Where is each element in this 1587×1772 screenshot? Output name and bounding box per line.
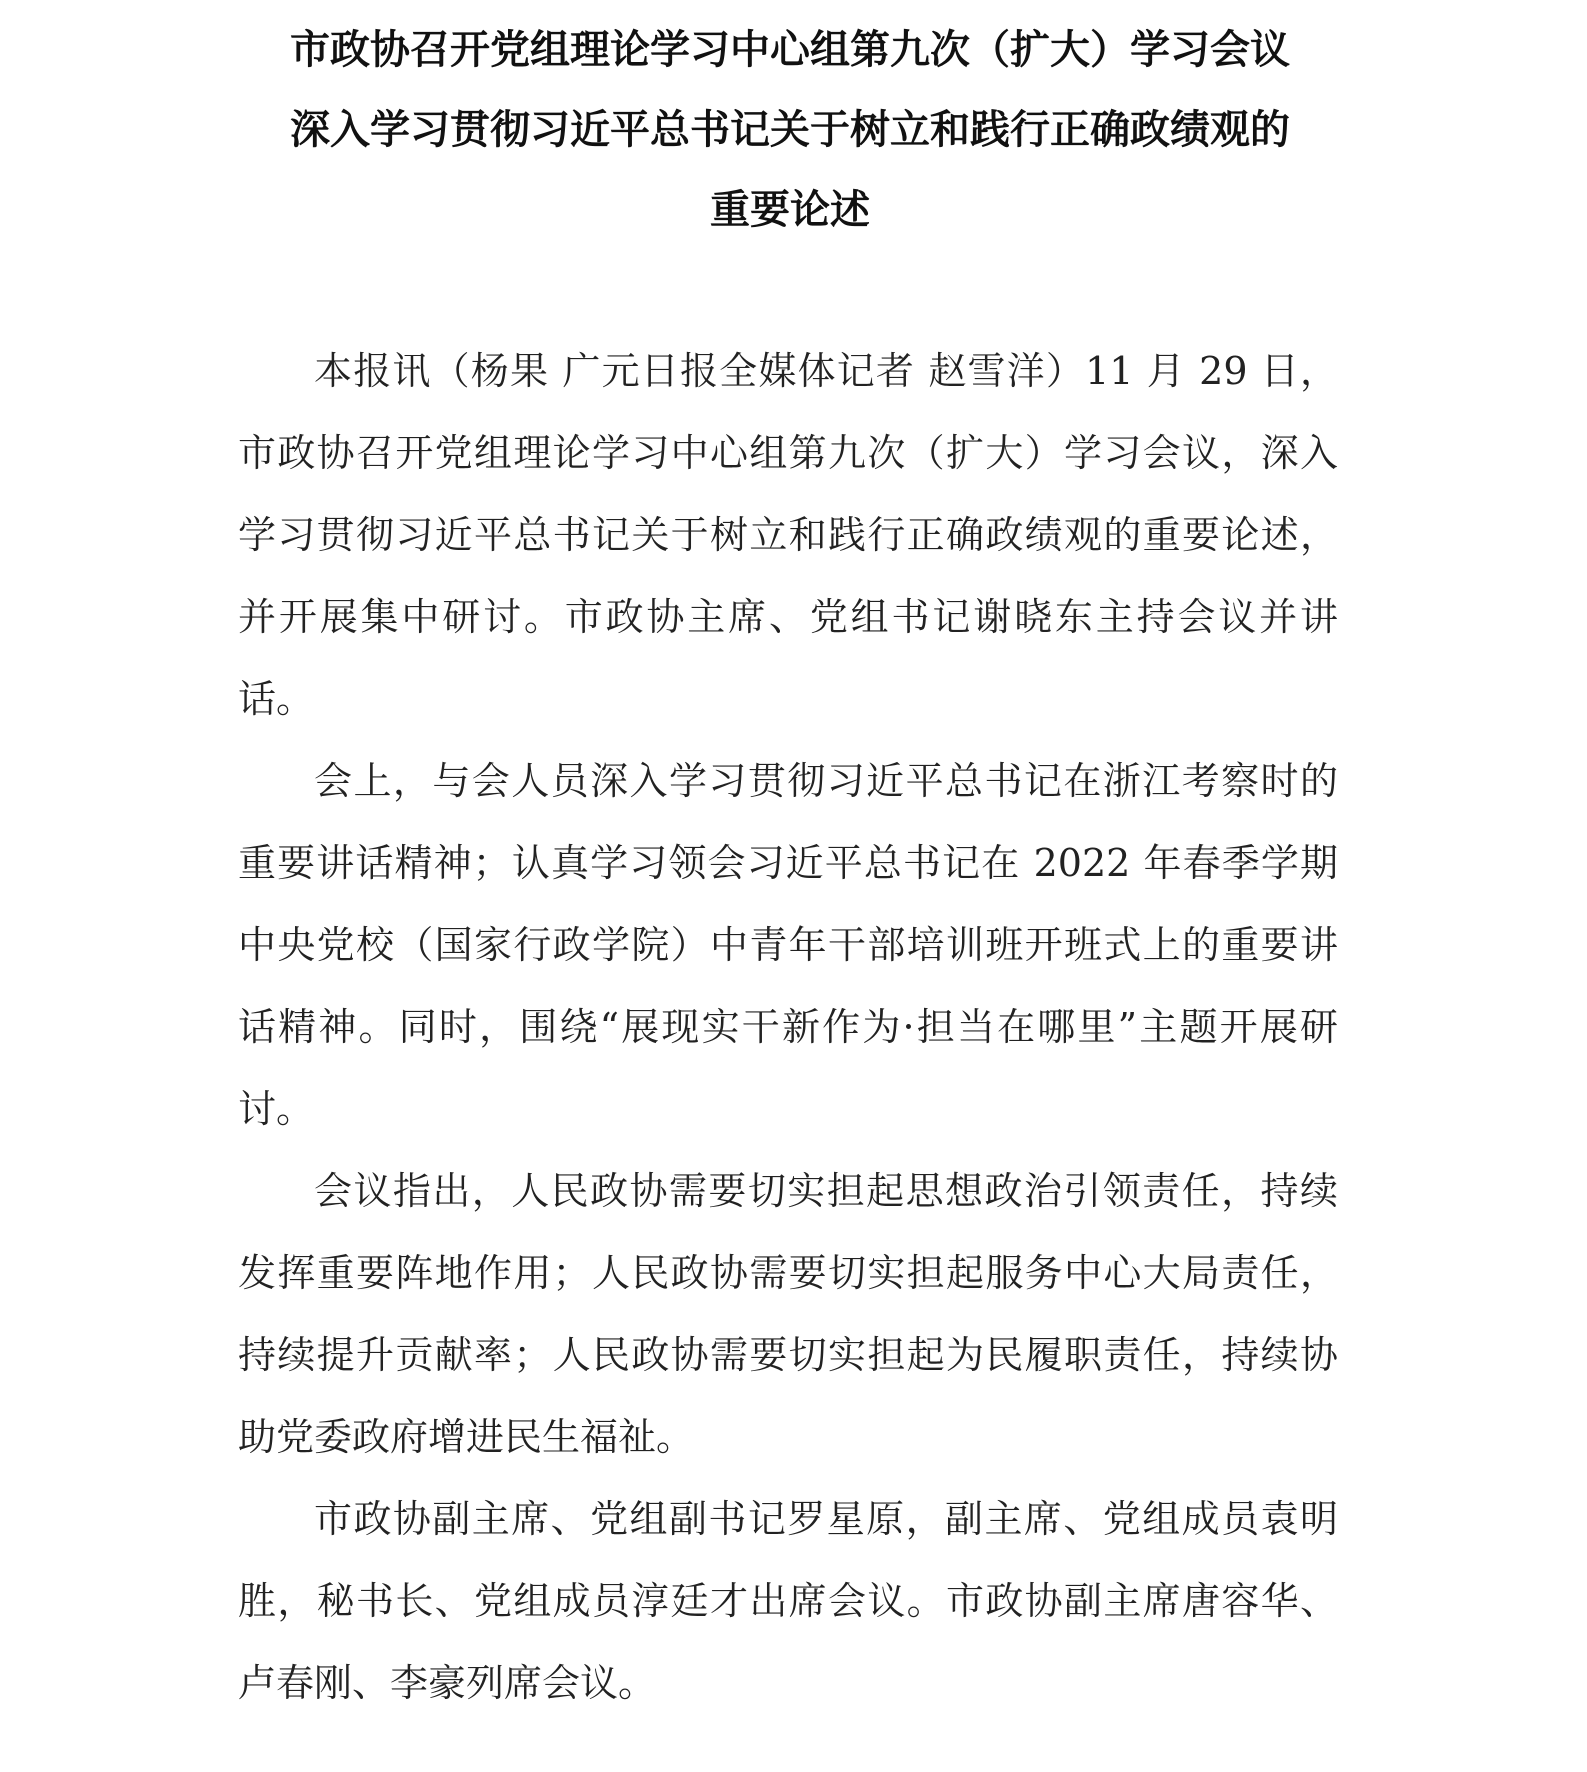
title-line-1: 市政协召开党组理论学习中心组第九次（扩大）学习会议: [290, 26, 1290, 73]
paragraph-meeting-points: 会议指出，人民政协需要切实担起思想政治引领责任，持续发挥重要阵地作用；人民政协需要切实担起服务中心大局责任，持续提升贡献率；人民政协需要切实担起为民履职责任，持续协助党委政府增进民生福祉。: [238, 1169, 1338, 1459]
paragraph-lead: 本报讯（杨果 广元日报全媒体记者 赵雪洋）11 月 29 日，市政协召开党组理论学习中心组第九次（扩大）学习会议，深入学习贯彻习近平总书记关于树立和践行正确政绩观的重要论述，并开展集中研讨。市政协主席、党组书记谢晓东主持会议并讲话。: [238, 349, 1338, 721]
paragraph-attendees: 市政协副主席、党组副书记罗星原，副主席、党组成员袁明胜，秘书长、党组成员淳廷才出席会议。市政协副主席唐容华、卢春刚、李豪列席会议。: [238, 1497, 1338, 1705]
article-body: [238, 330, 1338, 1724]
paragraph-meeting-content: 会上，与会人员深入学习贯彻习近平总书记在浙江考察时的重要讲话精神；认真学习领会习近平总书记在 2022 年春季学期中央党校（国家行政学院）中青年干部培训班开班式上的重要讲话精神。同时，围绕“展现实干新作为·担当在哪里”主题开展研讨。: [238, 759, 1338, 1131]
title-line-3: 重要论述: [710, 186, 870, 233]
title-line-2: 深入学习贯彻习近平总书记关于树立和践行正确政绩观的: [290, 106, 1290, 153]
article-title: [240, 10, 1340, 250]
